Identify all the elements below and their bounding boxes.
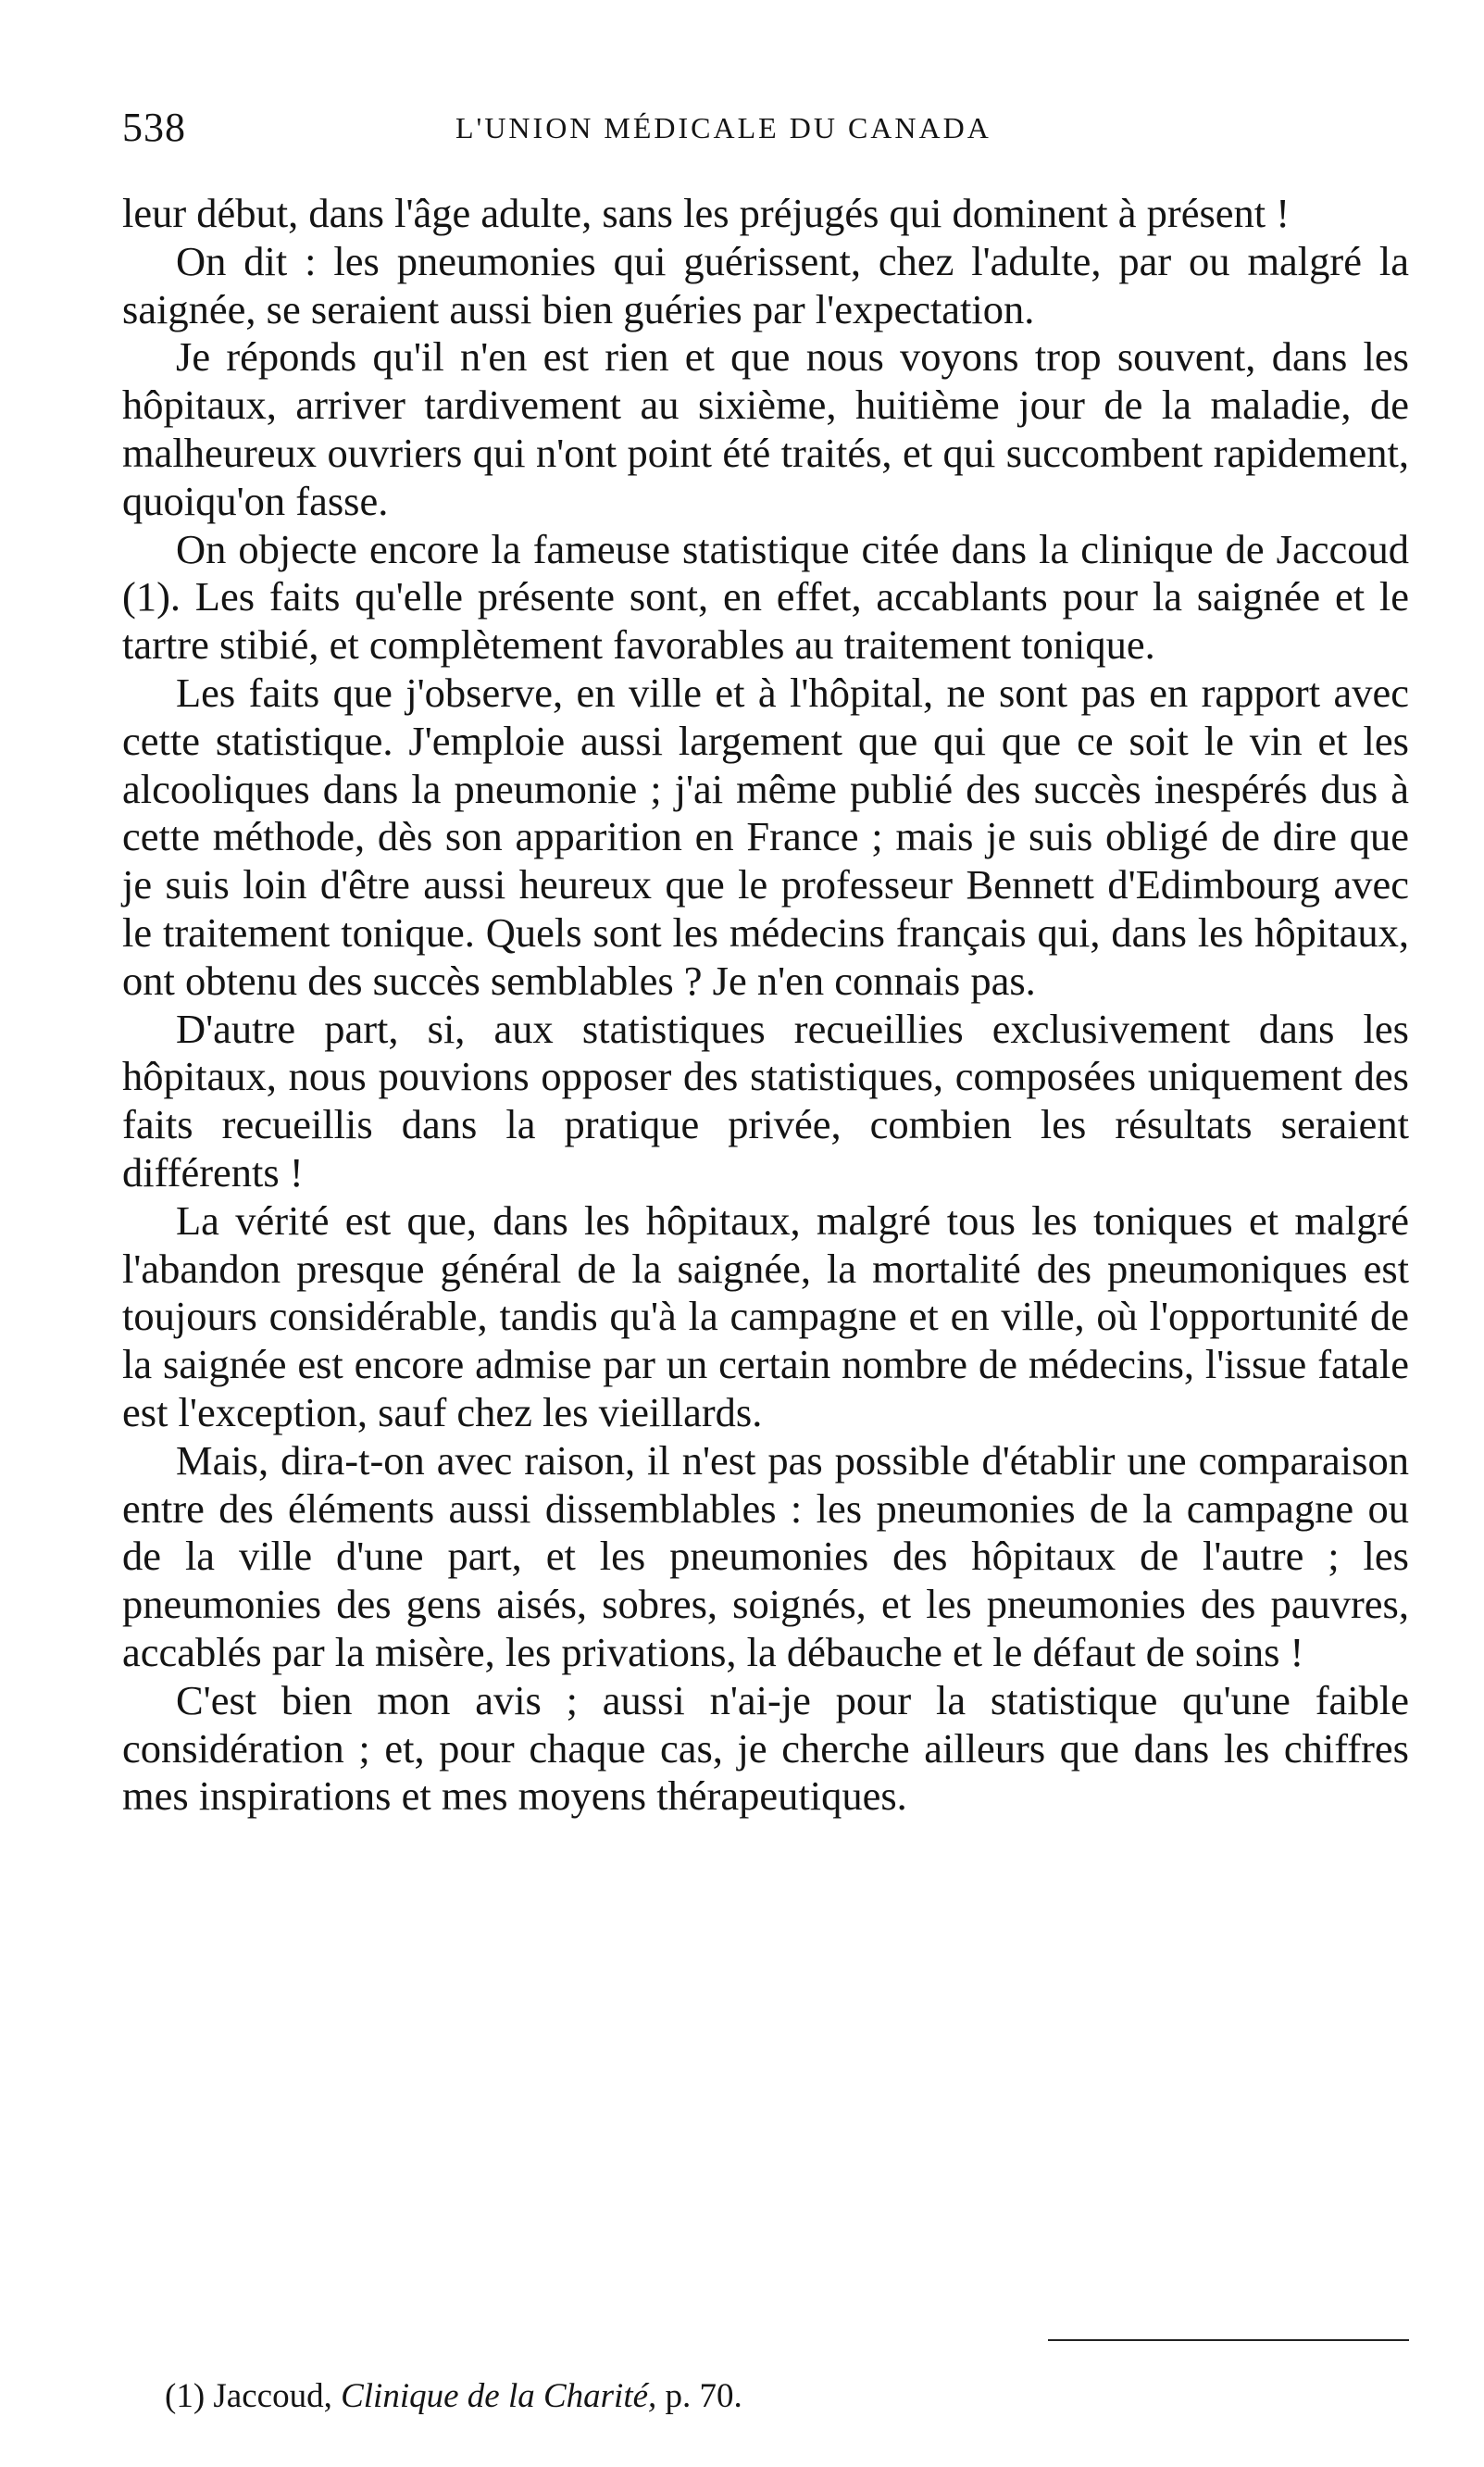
paragraph-2: On dit : les pneumonies qui guérissent, chez l'adulte, par ou malgré la saignée, se seraient aussi bien guéries par l'expectation. (122, 237, 1409, 332)
paragraph-7: La vérité est que, dans les hôpitaux, malgré tous les toniques et malgré l'abandon presque général de la saignée, la mortalité des pneumoniques est toujours considérable, tandis qu'à la campagne et en ville, où l'opportunité de la saignée est encore admise par un certain nombre de médecins, l'issue fatale est l'exception, sauf chez les vieillards. (122, 1196, 1409, 1435)
paragraph-4: On objecte encore la fameuse statistique citée dans la clinique de Jaccoud (1). Les faits qu'elle présente sont, en effet, accablants pour la saignée et le tartre stibié, et complètement favorables au traitement tonique. (122, 525, 1409, 669)
footnote-page: p. 70. (665, 2377, 742, 2415)
paragraph-3: Je réponds qu'il n'en est rien et que nous voyons trop souvent, dans les hôpitaux, arriver tardivement au sixième, huitième jour de la maladie, de malheureux ouvriers qui n'ont point été traités, et qui succombent rapidement, quoiqu'on fasse. (122, 333, 1409, 524)
footnote (165, 2376, 742, 2417)
page-number: 538 (122, 105, 186, 150)
journal-title: L'UNION MÉDICALE DU CANADA (455, 111, 991, 144)
paragraph-6: D'autre part, si, aux statistiques recueillies exclusivement dans les hôpitaux, nous pouvions opposer des statistiques, composées uniquement des faits recueillis dans la pratique privée, combien les résultats seraient différents ! (122, 1005, 1409, 1196)
running-head (122, 104, 1409, 159)
paragraph-5: Les faits que j'observe, en ville et à l'hôpital, ne sont pas en rapport avec cette statistique. J'emploie aussi largement que qui que ce soit le vin et les alcooliques dans la pneumonie ; j'ai même publié des succès inespérés dus à cette méthode, dès son apparition en France ; mais je suis obligé de dire que je suis loin d'être aussi heureux que le professeur Bennett d'Edimbourg avec le traitement tonique. Quels sont les médecins français qui, dans les hôpitaux, ont obtenu des succès semblables ? Je n'en connais pas. (122, 669, 1409, 1004)
article-body (122, 190, 1409, 1821)
footnote-marker: (1) (165, 2377, 206, 2415)
footnote-author: Jaccoud, (213, 2377, 332, 2415)
footnote-divider (1048, 2339, 1409, 2341)
paragraph-1: leur début, dans l'âge adulte, sans les préjugés qui dominent à présent ! (122, 190, 1291, 236)
paragraph-8: Mais, dira-t-on avec raison, il n'est pas possible d'établir une comparaison entre des éléments aussi dissemblables : les pneumonies de la campagne ou de la ville d'une part, et les pneumonies des hôpitaux de l'autre ; les pneumonies des gens aisés, sobres, soignés, et les pneumonies des pauvres, accablés par la misère, les privations, la débauche et le défaut de soins ! (122, 1436, 1409, 1675)
paragraph-9: C'est bien mon avis ; aussi n'ai-je pour la statistique qu'une faible considération ; et, pour chaque cas, je cherche ailleurs que dans les chiffres mes inspirations et mes moyens thérapeutiques. (122, 1676, 1409, 1820)
footnote-work-title: Clinique de la Charité, (341, 2377, 657, 2415)
